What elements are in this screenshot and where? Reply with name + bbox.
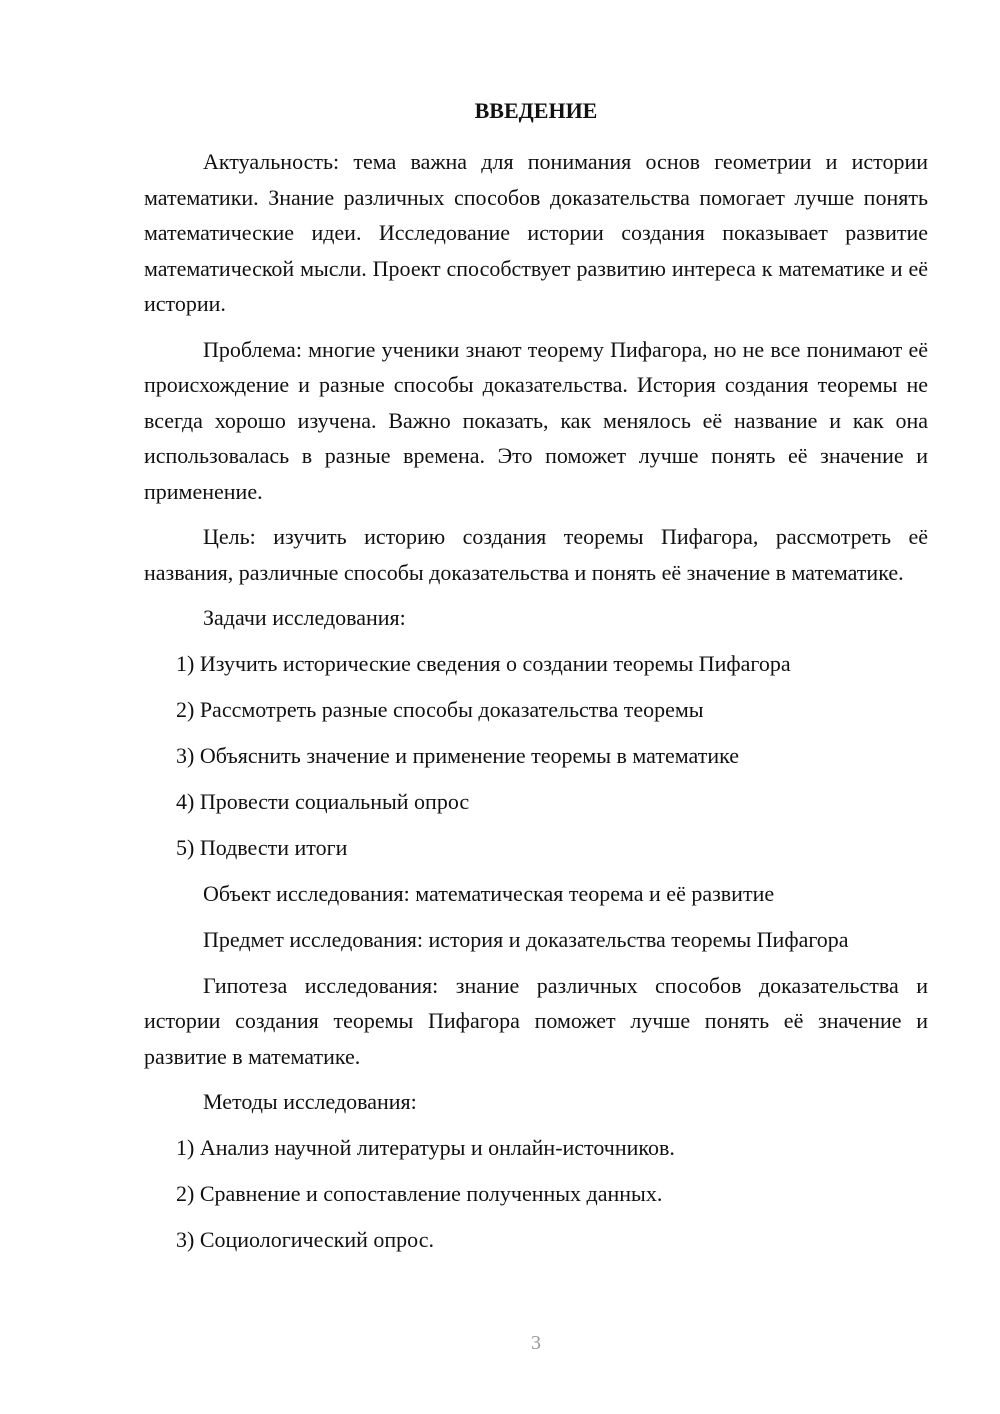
task-item: 4) Провести социальный опрос bbox=[176, 789, 470, 814]
document-page bbox=[144, 94, 928, 1268]
task-item: 5) Подвести итоги bbox=[176, 835, 348, 860]
page-number: 3 bbox=[531, 1332, 541, 1354]
method-item: 3) Социологический опрос. bbox=[176, 1227, 434, 1252]
problem-paragraph: Проблема: многие ученики знают теорему Пифагора, но не все понимают её происхождение и разные способы доказательства. История создания теоремы не всегда хорошо изучена. Важно показать, как менялось её название и как она использовалась в разные времена. Это поможет лучше понять её значение и применение. bbox=[144, 336, 928, 504]
section-title: ВВЕДЕНИЕ bbox=[474, 98, 598, 123]
method-item: 1) Анализ научной литературы и онлайн-источников. bbox=[176, 1135, 675, 1160]
object-paragraph: Объект исследования: математическая теорема и её развитие bbox=[203, 881, 775, 906]
task-item: 1) Изучить исторические сведения о создании теоремы Пифагора bbox=[176, 651, 791, 676]
relevance-paragraph: Актуальность: тема важна для понимания основ геометрии и истории математики. Знание различных способов доказательства помогает лучше понять математические идеи. Исследование истории создания показывает развитие математической мысли. Проект способствует развитию интереса к математике и её истории. bbox=[144, 149, 928, 316]
tasks-heading: Задачи исследования: bbox=[203, 605, 406, 630]
subject-paragraph: Предмет исследования: история и доказательства теоремы Пифагора bbox=[203, 927, 849, 952]
task-item: 3) Объяснить значение и применение теоремы в математике bbox=[176, 743, 739, 768]
goal-paragraph: Цель: изучить историю создания теоремы Пифагора, рассмотреть её названия, различные способы доказательства и понять её значение в математике. bbox=[144, 524, 928, 585]
task-item: 2) Рассмотреть разные способы доказательства теоремы bbox=[176, 697, 704, 722]
methods-heading: Методы исследования: bbox=[203, 1089, 417, 1114]
hypothesis-paragraph: Гипотеза исследования: знание различных способов доказательства и истории создания теоремы Пифагора поможет лучше понять её значение и развитие в математике. bbox=[144, 972, 928, 1069]
method-item: 2) Сравнение и сопоставление полученных данных. bbox=[176, 1181, 663, 1206]
